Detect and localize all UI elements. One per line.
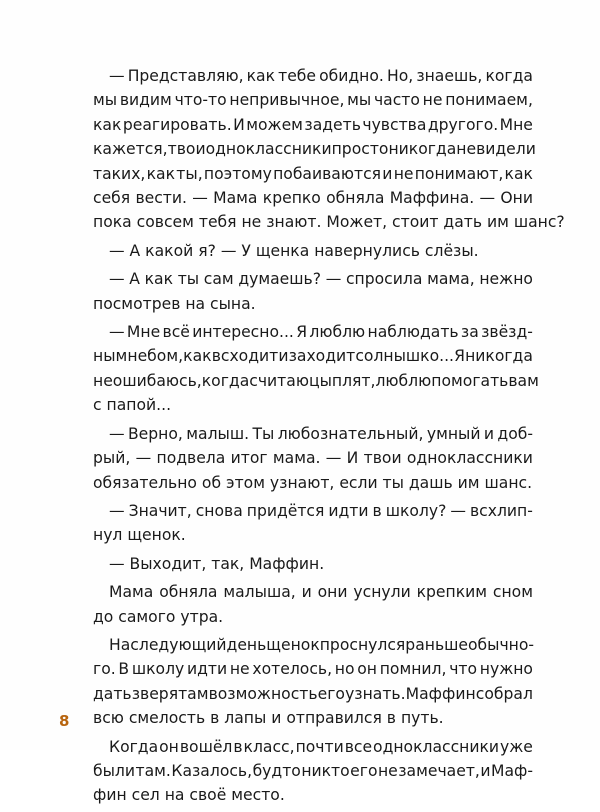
text-line: пока совсем тебя не знают. Может, стоит дать им шанс? [93, 213, 565, 232]
text-line: — Верно, малыш. Ты любознательный, умный и доб- [109, 424, 533, 443]
story-text [93, 64, 565, 812]
text-line: не ошибаюсь, когда считаю цыплят, люблю помогать вам [93, 371, 539, 390]
paragraph [93, 320, 539, 418]
text-line: На следующий день щенок проснулся раньше обычно- [109, 635, 535, 654]
text-line: — А как ты сам думаешь? — спросила мама, нежно [109, 270, 533, 289]
text-line: — Значит, снова придётся идти в школу? — всхлип- [109, 501, 533, 520]
paragraph [93, 64, 565, 235]
text-line: фин сел на своё место. [93, 786, 285, 805]
paragraph [93, 239, 533, 263]
paragraph [93, 735, 533, 808]
text-line: ным небом, как всходит и заходит солнышко... Я никогда [93, 347, 533, 366]
text-line: Когда он вошёл в класс, почти все одноклассники уже [109, 737, 533, 756]
text-line: нул щенок. [93, 526, 186, 545]
text-line: до самого утра. [93, 607, 224, 626]
text-line: всю смелость в лапы и отправился в путь. [93, 709, 444, 728]
text-line: го. В школу идти не хотелось, но он помнил, что нужно [93, 660, 533, 679]
paragraph [93, 422, 533, 495]
paragraph [93, 499, 533, 548]
text-line: Мама обняла малыша, и они уснули крепким сном [109, 583, 533, 602]
page-number: 8 [59, 712, 70, 730]
text-line: мы видим что-то непривычное, мы часто не понимаем, [93, 91, 533, 110]
text-line: — Представляю, как тебе обидно. Но, знаешь, когда [109, 67, 533, 85]
text-line: себя вести. — Мама крепко обняла Маффина. — Они [93, 189, 533, 208]
text-line: — Мне всё интересно... Я люблю наблюдать за звёзд- [109, 323, 533, 342]
text-line: были там. Казалось, будто никто его не замечает, и Маф- [93, 761, 533, 780]
paragraph [93, 552, 533, 576]
text-line: таких, как ты, поэтому побаиваются и не понимают, как [93, 164, 533, 183]
text-line: кажется, твои одноклассники просто никогда не видели [93, 140, 536, 159]
text-line: — А какой я? — У щенка навернулись слёзы. [109, 241, 479, 260]
text-line: с папой... [93, 396, 172, 415]
text-line: рый, — подвела итог мама. — И твои одноклассники [93, 449, 533, 468]
text-line: как реагировать. И можем задеть чувства другого. Мне [93, 115, 533, 134]
text-line: — Выходит, так, Маффин. [109, 554, 325, 573]
paragraph [93, 580, 533, 629]
paragraph [93, 267, 533, 316]
text-line: посмотрев на сына. [93, 294, 256, 313]
paragraph [93, 633, 533, 731]
text-line: дать зверятам возможность его узнать. Маффин собрал [93, 684, 533, 703]
text-line: обязательно об этом узнают, если ты дашь им шанс. [93, 473, 533, 492]
